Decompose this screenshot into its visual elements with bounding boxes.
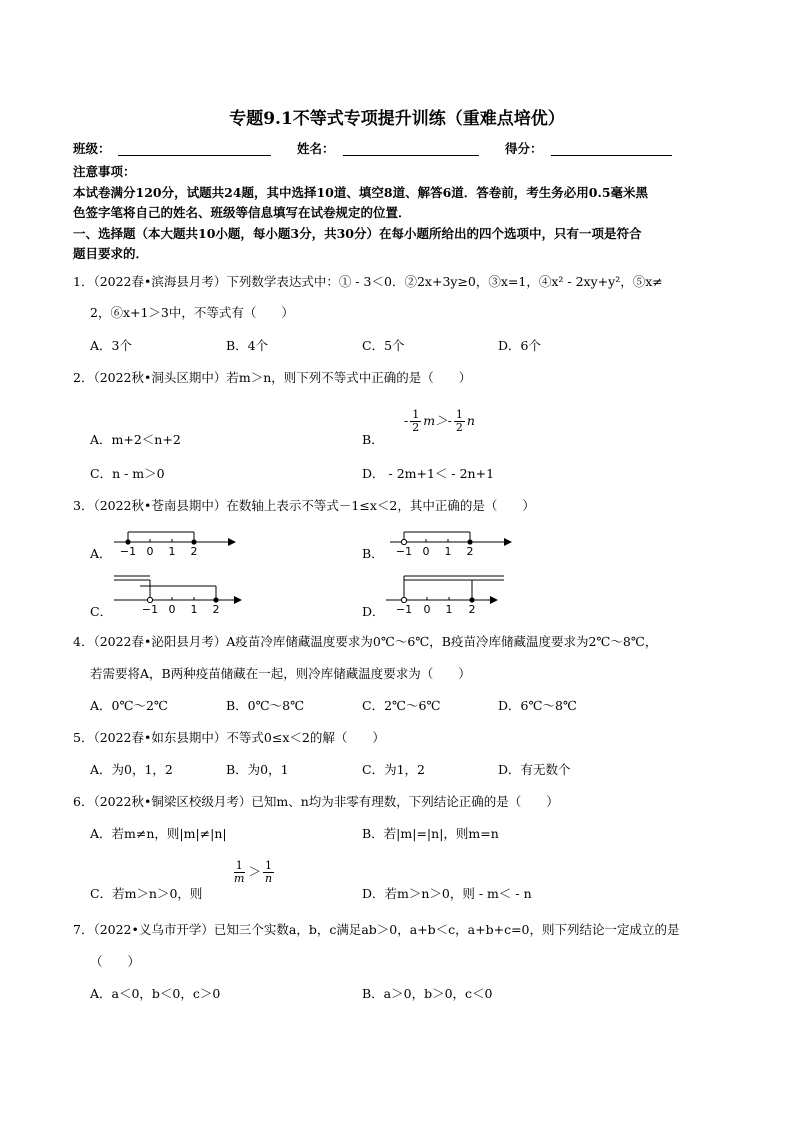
q4-option-d[interactable]: D．6℃～8℃ (498, 698, 577, 713)
q2-option-b-label[interactable]: B． (362, 432, 384, 447)
q3-option-b-label[interactable]: B． (362, 546, 384, 561)
q3-option-d-label[interactable]: D． (362, 604, 385, 619)
fraction-numerator: 1 (235, 859, 243, 872)
q1-option-d[interactable]: D．6个 (498, 338, 541, 353)
q1-stem-line-1: 1．（2022春•滨海县月考）下列数学表达式中：① - 3＜0．②2x+3y≥0，③x=1，④x² - 2xy+y²，⑤x≠ (73, 274, 663, 289)
notes-line-1: 本试卷满分120分，试题共24题，其中选择10道、填空8道、解答6道．答卷前，考生务必用0.5毫米黑 (73, 185, 649, 200)
q7-stem-line-1: 7．（2022•义乌市开学）已知三个实数a，b，c满足ab＞0，a+b＜c，a+b+c=0，则下列结论一定成立的是 (73, 922, 680, 937)
q4-stem-line-1: 4．（2022春•泌阳县月考）A疫苗冷库储藏温度要求为0℃～6℃，B疫苗冷库储藏温度要求为2℃～8℃， (73, 634, 658, 649)
fraction-one-half-2 (454, 409, 465, 434)
fraction-denominator: 2 (455, 421, 463, 434)
name-blank[interactable] (343, 155, 479, 156)
fraction-denominator: n (264, 872, 273, 885)
tick-label: 0 (146, 545, 154, 558)
q3-option-a-number-line[interactable] (110, 522, 240, 558)
fraction-denominator: m (234, 872, 245, 885)
class-label: 班级： (73, 141, 111, 156)
q5-stem: 5．（2022春•如东县期中）不等式0≤x＜2的解（ ） (73, 730, 385, 745)
q4-option-c[interactable]: C．2℃～6℃ (362, 698, 441, 713)
q5-option-b[interactable]: B．为0，1 (226, 762, 289, 777)
q2-option-a[interactable]: A．m+2＜n+2 (90, 432, 181, 447)
tick-label: −1 (395, 603, 413, 616)
fraction-one-half (410, 409, 421, 434)
tick-label: 1 (445, 603, 453, 616)
q4-option-a[interactable]: A．0℃～2℃ (90, 698, 168, 713)
q7-stem-line-2: （ ） (90, 954, 141, 969)
q6-option-c[interactable]: C．若m＞n＞0，则 (90, 886, 203, 901)
fraction-numerator: 1 (455, 408, 463, 421)
notes-line-2: 色签字笔将自己的姓名、班级等信息填写在试卷规定的位置． (73, 205, 411, 220)
q2-option-b-expression (404, 409, 475, 434)
minus-sign: - (404, 413, 409, 428)
q5-option-a[interactable]: A．为0，1，2 (90, 762, 173, 777)
score-blank[interactable] (551, 155, 672, 156)
q1-option-c[interactable]: C．5个 (362, 338, 405, 353)
q2-option-d[interactable]: D． - 2m+1＜ - 2n+1 (362, 466, 495, 481)
q3-option-d-number-line[interactable] (382, 566, 512, 616)
tick-label: 0 (422, 545, 430, 558)
fraction-numerator: 1 (412, 408, 420, 421)
section-line-2: 题目要求的． (73, 246, 149, 261)
q6-option-b[interactable]: B．若|m|=|n|，则m=n (362, 826, 499, 841)
q3-option-c-label[interactable]: C． (90, 604, 113, 619)
q3-option-b-number-line[interactable] (386, 522, 516, 558)
q5-option-d[interactable]: D．有无数个 (498, 762, 571, 777)
tick-label: 2 (468, 603, 476, 616)
tick-label: 2 (466, 545, 474, 558)
tick-label: 2 (190, 545, 198, 558)
q6-option-c-expression (230, 860, 276, 885)
q1-option-b[interactable]: B．4个 (226, 338, 269, 353)
q4-option-b[interactable]: B．0℃～8℃ (226, 698, 305, 713)
tick-label: 1 (190, 603, 198, 616)
fraction-denominator: 2 (412, 421, 420, 434)
tick-label: −1 (395, 545, 413, 558)
q5-option-c[interactable]: C．为1，2 (362, 762, 425, 777)
tick-label: 1 (444, 545, 452, 558)
expr-n: n (466, 413, 475, 428)
q4-stem-line-2: 若需要将A，B两种疫苗储藏在一起，则冷库储藏温度要求为（ ） (90, 666, 471, 681)
tick-label: 2 (212, 603, 220, 616)
q3-stem: 3．（2022秋•苍南县期中）在数轴上表示不等式－1≤x＜2，其中正确的是（ ） (73, 498, 535, 513)
tick-label: 0 (168, 603, 176, 616)
fraction-one-over-n (263, 860, 274, 885)
section-line-1: 一、选择题（本大题共10小题，每小题3分，共30分）在每小题所给出的四个选项中，只有一项是符合 (73, 226, 642, 241)
q6-option-a[interactable]: A．若m≠n，则|m|≠|n| (90, 826, 227, 841)
q3-option-a-label[interactable]: A． (90, 546, 112, 561)
tick-label: −1 (141, 603, 159, 616)
fraction-numerator: 1 (265, 859, 272, 872)
tick-label: −1 (119, 545, 137, 558)
name-label: 姓名： (297, 141, 335, 156)
score-label: 得分： (505, 141, 543, 156)
q6-option-d[interactable]: D．若m＞n＞0，则 - m＜ - n (362, 886, 532, 901)
page-title: 专题9.1不等式专项提升训练（重难点培优） (229, 109, 565, 129)
q6-stem: 6．（2022秋•铜梁区校级月考）已知m、n均为非零有理数，下列结论正确的是（ ） (73, 794, 559, 809)
q2-option-c[interactable]: C．n - m＞0 (90, 466, 165, 481)
q3-option-c-number-line[interactable] (110, 566, 246, 616)
fraction-one-over-m (232, 860, 246, 885)
gt-sign: ＞ (248, 864, 261, 879)
notes-heading: 注意事项： (73, 164, 136, 179)
q7-option-b[interactable]: B．a＞0，b＞0，c＜0 (362, 986, 493, 1001)
q1-stem-line-2: 2，⑥x+1＞3中，不等式有（ ） (90, 305, 294, 320)
tick-label: 0 (423, 603, 431, 616)
q7-option-a[interactable]: A．a＜0，b＜0，c＞0 (90, 986, 221, 1001)
q2-stem: 2．（2022秋•洞头区期中）若m＞n，则下列不等式中正确的是（ ） (73, 370, 472, 385)
expr-m-gt: m＞- (423, 413, 452, 428)
tick-label: 1 (168, 545, 176, 558)
q1-option-a[interactable]: A．3个 (90, 338, 132, 353)
class-blank[interactable] (118, 155, 271, 156)
